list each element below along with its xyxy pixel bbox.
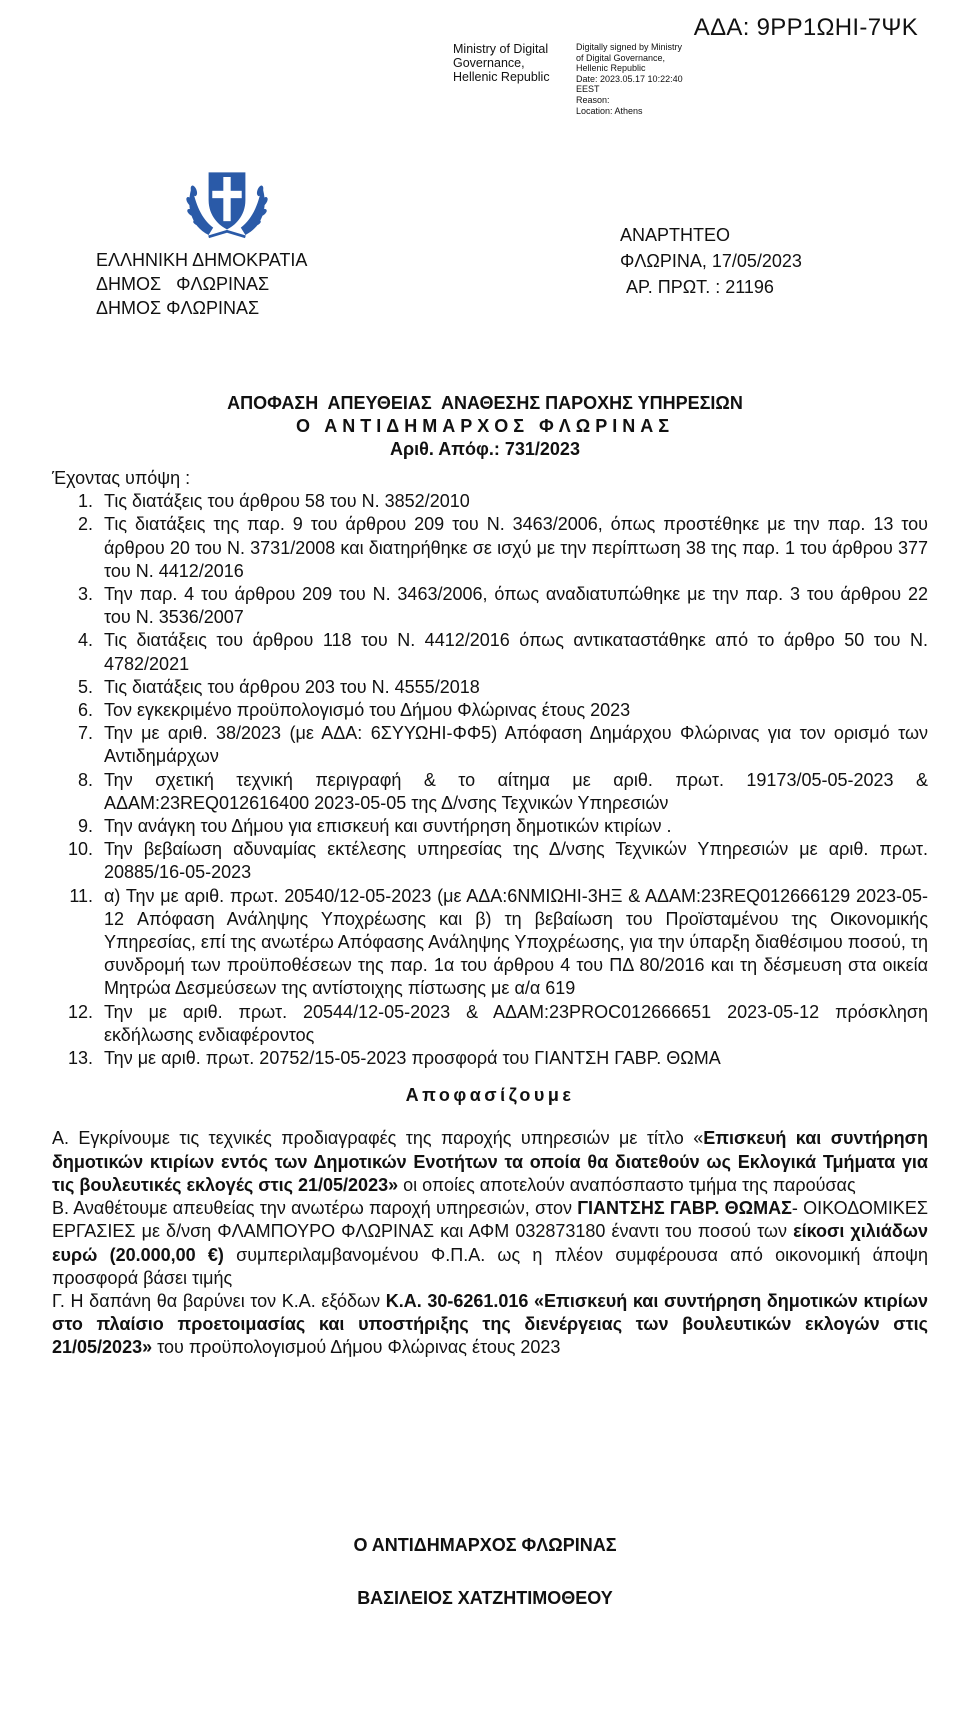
signature-detail-line: EEST — [576, 84, 600, 95]
ada-code: ΑΔΑ: 9ΡΡ1ΩΗΙ-7ΨΚ — [693, 14, 918, 41]
consideration-item: 10. Την βεβαίωση αδυναμίας εκτέλεσης υπηρεσίας της Δ/νσης Τεχνικών Υπηρεσιών με αριθ. πρωτ. 20885/16-05-2023 — [98, 838, 928, 884]
decision-b-rest: συμπεριλαμβανομένου Φ.Π.Α. ως η πλέον συμφέρουσα από οικονομική άποψη προσφορά βάσει τιμής — [52, 1244, 928, 1288]
decision-a-bold: Επισκευή και συντήρηση δημοτικών κτιρίων εντός των Δημοτικών Ενοτήτων τα οποία θα διατεθούν ως Εκλογικά Τμήματα για τις βουλευτικές εκλογές στις 21/05/2023» — [52, 1128, 928, 1195]
consideration-item: 13. Την με αριθ. πρωτ. 20752/15-05-2023 προσφορά του ΓΙΑΝΤΣΗ ΓΑΒΡ. ΘΩΜΑ — [98, 1047, 928, 1070]
posting-label: ΑΝΑΡΤΗΤΕΟ — [620, 225, 731, 245]
decision-c-rest: του προϋπολογισμού Δήμου Φλώρινας έτους 2023 — [152, 1337, 561, 1358]
protocol-number: ΑΡ. ΠΡΩΤ. : 21196 — [626, 277, 774, 297]
decision-number: Αριθ. Απόφ.: 731/2023 — [390, 439, 580, 459]
decide-heading: Αποφασίζουμε — [405, 1085, 575, 1106]
consideration-item: 8. Την σχετική τεχνική περιγραφή & το αίτημα με αριθ. πρωτ. 19173/05-05-2023 & ΑΔΑΜ:23REQ012616400 2023-05-05 της Δ/νσης Τεχνικών Υπηρεσιών — [98, 769, 928, 815]
decision-authority: Ο ΑΝΤΙΔΗΜΑΡΧΟΣ ΦΛΩΡΙΝΑΣ — [295, 416, 675, 436]
considering-intro: Έχοντας υπόψη : — [52, 468, 191, 488]
signature-detail-line: Hellenic Republic — [576, 63, 646, 74]
consideration-item: 4. Τις διατάξεις του άρθρου 118 του Ν. 4412/2016 όπως αντικαταστάθηκε από το άρθρο 50 του Ν. 4782/2021 — [98, 629, 928, 675]
considerations-list — [52, 490, 928, 1070]
decision-c-text: Γ. Η δαπάνη θα βαρύνει τον Κ.Α. εξόδων — [52, 1290, 386, 1311]
signatory-title: Ο ΑΝΤΙΔΗΜΑΡΧΟΣ ΦΛΩΡΙΝΑΣ — [353, 1535, 617, 1555]
decision-b — [52, 1197, 928, 1290]
signature-org — [453, 42, 550, 84]
contractor-name: ΓΙΑΝΤΣΗΣ ΓΑΒΡ. ΘΩΜΑΣ — [577, 1198, 792, 1219]
decision-a-text: Α. Εγκρίνουμε τις τεχνικές προδιαγραφές της παροχής υπηρεσιών με τίτλο « — [52, 1128, 704, 1149]
decision-b-text: Β. Αναθέτουμε απευθείας την ανωτέρω παροχή υπηρεσιών, στον — [52, 1198, 578, 1219]
document-body — [52, 467, 928, 1360]
consideration-item: 5. Τις διατάξεις του άρθρου 203 του Ν. 4555/2018 — [98, 676, 928, 699]
decision-a — [52, 1127, 928, 1197]
issuer-line: ΔΗΜΟΣ ΦΛΩΡΙΝΑΣ — [96, 298, 260, 318]
consideration-item: 7. Την με αριθ. 38/2023 (με ΑΔΑ: 6ΣΥΥΩΗΙ-ΦΦ5) Απόφαση Δημάρχου Φλώρινας για τον ορισμό των Αντιδημάρχων — [98, 722, 928, 768]
signature-detail-line: Location: Athens — [576, 105, 643, 116]
contract-amount: είκοσι χιλιάδων ευρώ (20.000,00 €) — [52, 1221, 928, 1265]
consideration-item: 3. Την παρ. 4 του άρθρου 209 του Ν. 3463/2006, όπως αναδιατυπώθηκε με την παρ. 3 του άρθρου 22 του Ν. 3536/2007 — [98, 583, 928, 629]
decision-c — [52, 1290, 928, 1360]
signature-detail-line: Digitally signed by Ministry — [576, 42, 683, 52]
signature-org-line: Ministry of Digital — [453, 42, 549, 56]
decision-b-middle: - ΟΙΚΟΔΟΜΙΚΕΣ ΕΡΓΑΣΙΕΣ με δ/νση ΦΛΑΜΠΟΥΡΟ ΦΛΩΡΙΝΑΣ και ΑΦΜ 032873180 έναντι του ποσού των — [52, 1198, 928, 1242]
consideration-item: 11. α) Την με αριθ. πρωτ. 20540/12-05-2023 (με ΑΔΑ:6ΝΜΙΩΗΙ-3ΗΞ & ΑΔΑΜ:23REQ012666129 2023-05-12 Απόφαση Ανάληψης Υποχρέωσης και β) τη βεβαίωση του Προϊσταμένου της Οικονομικής Υπηρεσίας, επί της ανωτέρω Απόφασης Ανάληψης Υποχρέωσης, για την ύπαρξη διαθέσιμου ποσού, τη συνδρομή των προϋποθέσεων της παρ. 1α του άρθρου 4 του ΠΔ 80/2016 και τη δέσμευση στα οικεία Μητρώα Δεσμεύσεων της αντίστοιχης πίστωσης με α/α 619 — [98, 885, 928, 1001]
signature-detail-line: Date: 2023.05.17 10:22:40 — [576, 73, 683, 84]
consideration-item: 6. Τον εγκεκριμένο προϋπολογισμό του Δήμου Φλώρινας έτους 2023 — [98, 699, 928, 722]
issuer-block — [96, 248, 307, 320]
signature-org-line: Governance, — [453, 56, 525, 70]
budget-code: Κ.Α. 30-6261.016 «Επισκευή και συντήρηση δημοτικών κτιρίων στο πλαίσιο προετοιμασίας και υποστήριξης της διενέργειας των βουλευτικών εκλογών στις 21/05/2023» — [52, 1290, 928, 1358]
consideration-item: 12. Την με αριθ. πρωτ. 20544/12-05-2023 & ΑΔΑΜ:23PROC012666651 2023-05-12 πρόσκληση εκδήλωσης ενδιαφέροντος — [98, 1001, 928, 1047]
signature-org-line: Hellenic Republic — [453, 70, 550, 84]
signature-detail-line: of Digital Governance, — [576, 52, 666, 63]
decision-title: ΑΠΟΦΑΣΗ ΑΠΕΥΘΕΙΑΣ ΑΝΑΘΕΣΗΣ ΠΑΡΟΧΗΣ ΥΠΗΡΕΣΙΩΝ — [227, 393, 743, 413]
issuer-line: ΕΛΛΗΝΙΚΗ ΔΗΜΟΚΡΑΤΙΑ — [96, 250, 308, 270]
signature-details — [576, 42, 683, 116]
decision-a-rest: οι οποίες αποτελούν αναπόσπαστο τμήμα της παρούσας — [398, 1174, 856, 1195]
signature-detail-line: Reason: — [576, 94, 610, 105]
signatory-name: ΒΑΣΙΛΕΙΟΣ ΧΑΤΖΗΤΙΜΟΘΕΟΥ — [357, 1588, 613, 1608]
posting-block — [620, 222, 802, 300]
decision-heading — [0, 392, 970, 461]
decisions — [52, 1127, 928, 1359]
consideration-item: 2. Τις διατάξεις της παρ. 9 του άρθρου 209 του Ν. 3463/2006, όπως προστέθηκε με την παρ. 13 του άρθρου 20 του Ν. 3731/2008 και διατηρήθηκε σε ισχύ με την περίπτωση 38 της παρ. 1 του άρθρου 377 του Ν. 4412/2016 — [98, 513, 928, 583]
consideration-item: 9. Την ανάγκη του Δήμου για επισκευή και συντήρηση δημοτικών κτιρίων . — [98, 815, 928, 838]
consideration-item: 1. Τις διατάξεις του άρθρου 58 του Ν. 3852/2010 — [98, 490, 928, 513]
greek-emblem-icon — [181, 154, 273, 246]
posting-place-date: ΦΛΩΡΙΝΑ, 17/05/2023 — [620, 251, 802, 271]
issuer-line: ΔΗΜΟΣ ΦΛΩΡΙΝΑΣ — [96, 274, 270, 294]
